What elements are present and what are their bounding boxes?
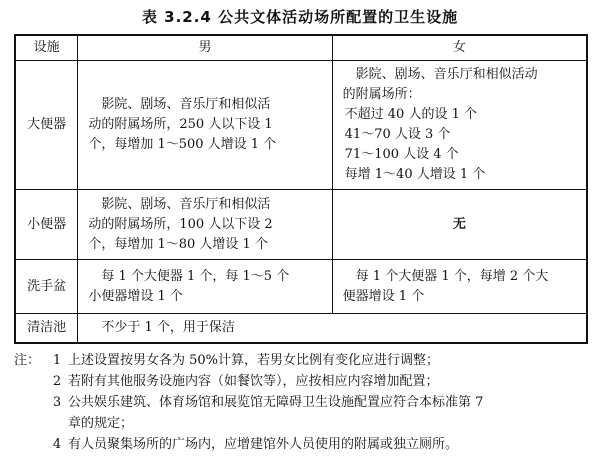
note-item [14,350,594,371]
table-row [15,190,587,260]
note-number: 4 [52,437,62,452]
span-cell [78,314,587,344]
cell-line: 每 1 个大便器 1 个，每 1～5 个 [101,268,290,284]
note-line: 公共娱乐建筑、体育场馆和展览馆无障碍卫生设施配置应符合本标准第 7 [68,395,484,410]
facility-cell: 洗手盆 [15,260,78,314]
cell-line: 个，每增加 1～80 人增设 1 个 [88,236,268,252]
male-cell [78,260,332,314]
note-number: 1 [52,353,62,368]
note-text: 上述设置按男女各为 50%计算，若男女比例有变化应进行调整； [68,353,440,368]
note-line: 章的规定； [68,416,134,431]
cell-line: 影院、剧场、音乐厅和相似活动 [355,67,538,82]
note-item [14,392,594,434]
notes-label: 注： [14,353,41,368]
facility-cell: 小便器 [15,190,78,260]
table-row [15,260,587,314]
header-male: 男 [78,35,332,61]
facility-cell: 清洁池 [15,314,78,344]
note-text: 有人员聚集场所的广场内，应增建馆外人员使用的附属或独立厕所。 [68,437,459,452]
table-notes [14,350,594,455]
cell-line: 影院、剧场、音乐厅和相似活 [101,196,271,212]
note-number: 2 [52,374,62,389]
cell-line: 动的附属场所，100 人以下设 2 [88,216,273,232]
table-title: 表 3.2.4 公共文体活动场所配置的卫生设施 [141,8,459,26]
cell-line: 小便器增设 1 个 [88,288,183,304]
female-cell [332,260,587,314]
cell-line: 每 1 个大便器 1 个，每增 2 个大 [355,268,549,284]
note-text [68,392,594,434]
male-cell [78,61,332,190]
male-cell [78,190,332,260]
header-facility: 设施 [15,35,78,61]
note-item [14,434,594,455]
sanitary-facilities-table [14,34,588,344]
header-female: 女 [332,35,587,61]
note-number: 3 [52,395,62,410]
cell-line: 个，每增加 1～500 人增设 1 个 [88,137,277,152]
table-header-row [15,35,587,61]
table-row [15,61,587,190]
cell-line: 不少于 1 个，用于保洁 [101,320,235,335]
note-item [14,371,594,392]
cell-line: 的附属场所： [342,87,421,102]
female-cell [332,61,587,190]
cell-line: 41～70 人设 3 个 [344,127,451,142]
note-text: 若附有其他服务设施内容（如餐饮等），应按相应内容增加配置； [68,374,439,389]
cell-line: 不超过 40 人的设 1 个 [344,107,477,122]
cell-line: 动的附属场所，250 人以下设 1 [88,117,273,132]
cell-line: 影院、剧场、音乐厅和相似活 [101,97,271,112]
facility-cell: 大便器 [15,61,78,190]
cell-line: 每增 1～40 人增设 1 个 [344,167,486,182]
female-cell: 无 [332,190,587,260]
table-row [15,314,587,344]
cell-line: 便器增设 1 个 [342,288,425,304]
cell-line: 71～100 人设 4 个 [344,147,459,162]
